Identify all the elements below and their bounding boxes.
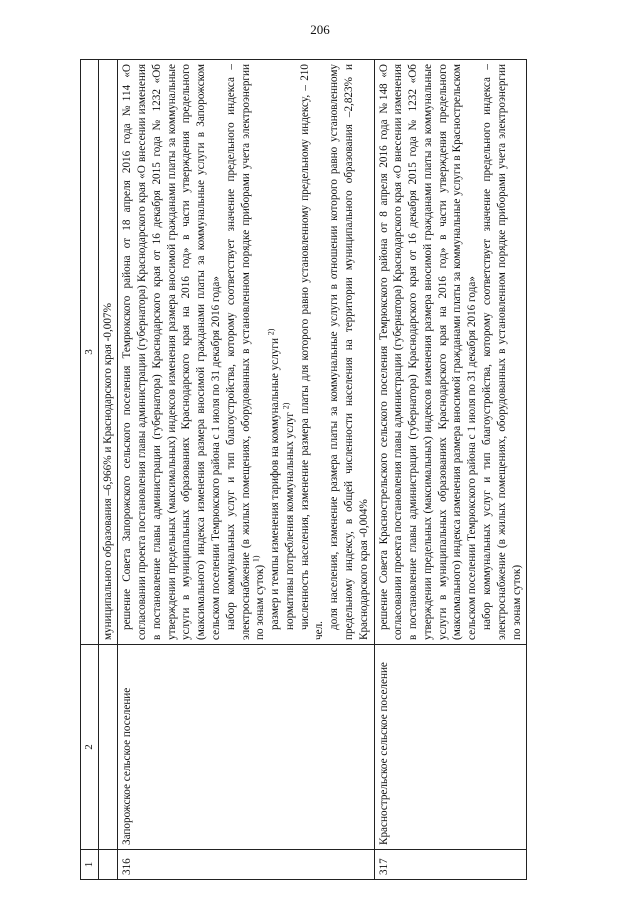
row-number: 316 bbox=[118, 850, 374, 880]
table-row bbox=[374, 60, 527, 880]
row-number: 317 bbox=[374, 850, 527, 880]
decision-text: решение Совета Запорожского сельского поселения Темрюкского района от 18 апреля 2016 года №114 «О согласовании проекта постановления главы администрации (губернатора) Краснодарского края «О внесении изменения в постановление главы администрации (губернатора) Краснодарского края от 16 декабря 2015 года № 1232 «Об утверждении предельных (максимальных) индексов изменения размера вносимой гражданами платы за коммунальные услуги в муниципальных образованиях Краснодарского края на 2016 год» в части утверждения предельного (максимального) индекса изменения размера вносимой гражданами платы за коммунальные услуги в Запорожском сельском поселении Темрюкского района с 1 июля по 31 декабря 2016 года» bbox=[121, 64, 222, 640]
rotated-table-container bbox=[80, 60, 580, 880]
header-col-1: 1 bbox=[81, 850, 99, 880]
header-row bbox=[81, 60, 99, 880]
footnote-mark: 2) bbox=[281, 402, 291, 410]
table-row bbox=[118, 60, 374, 880]
row-details bbox=[374, 60, 527, 645]
services-text: набор коммунальных услуг и тип благоустройства, которому соответствует значение предельного индекса – электроснабжение (в жилых помещениях, оборудованных в установленном порядке приборами учета электроэнергии по зонам суток) bbox=[481, 64, 523, 640]
header-col-3: 3 bbox=[81, 60, 99, 645]
share-text: доля населения, изменение размера платы за коммунальные услуги в отношении которого равно установленному предельному индексу, в общей численности населения на территории муниципального образования –2,823% и Краснодарского края -0,004% bbox=[328, 64, 370, 640]
norms-text: нормативы потребления коммунальных услуг $^{2)}$ bbox=[281, 402, 296, 630]
tariff-table bbox=[80, 59, 527, 880]
tariffs-text: размер и темпы изменения тарифов на коммунальные услуги $^{2)}$ bbox=[266, 328, 282, 630]
continuation-row bbox=[98, 60, 118, 880]
settlement-name: Запорожское сельское поселение bbox=[118, 645, 374, 850]
footnote-mark: 1) bbox=[251, 555, 261, 563]
page-number: 206 bbox=[310, 22, 330, 37]
continuation-text: муниципального образования –6,966% и Краснодарского края -0,007% bbox=[98, 60, 118, 645]
decision-text: решение Совета Краснострельского сельского поселения Темрюкского района от 8 апреля 2016 года №148 «О согласовании проекта постановления главы администрации (губернатора) Краснодарского края «О внесении изменения в постановление главы администрации (губернатора) Краснодарского края от 16 декабря 2015 года № 1232 «Об утверждении предельных (максимальных) индексов изменения размера вносимой гражданами платы за коммунальные услуги в муниципальных образованиях Краснодарского края на 2016 год» в части утверждения предельного (максимального) индекса изменения размера вносимой гражданами платы за коммунальные услуги в Краснострельском сельском поселении Темрюкского района с 1 июля по 31 декабря 2016 года» bbox=[377, 64, 479, 640]
footnote-mark: 2) bbox=[266, 328, 276, 336]
row-details bbox=[118, 60, 374, 645]
population-text: численность населения, изменение размера платы для которого равно установленному предельному индексу, – 210 чел. bbox=[298, 64, 326, 640]
services-text: набор коммунальных услуг и тип благоустройства, которому соответствует значение предельного индекса – электроснабжение (в жилых помещениях, оборудованных в установленном порядке приборами учета электроэнергии по зонам суток) $^{1)}$ bbox=[224, 64, 267, 640]
header-col-2: 2 bbox=[81, 645, 99, 850]
settlement-name: Краснострельское сельское поселение bbox=[374, 645, 527, 850]
